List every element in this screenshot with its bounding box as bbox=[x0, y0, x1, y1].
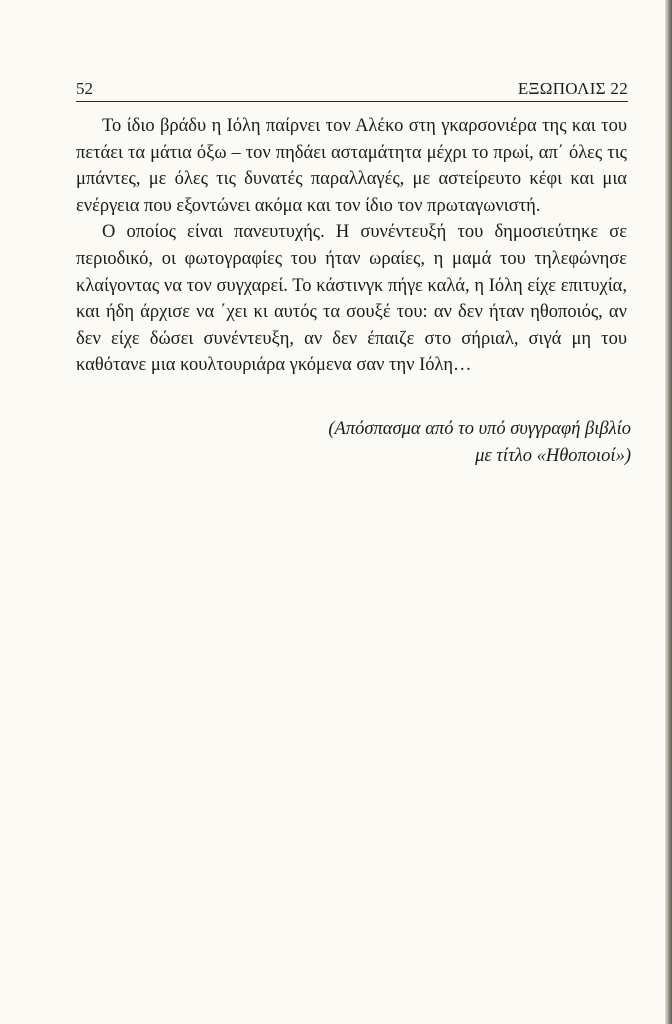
running-title: ΕΞΩΠΟΛΙΣ 22 bbox=[517, 79, 628, 98]
page-number: 52 bbox=[76, 79, 93, 98]
excerpt-note-line: με τίτλο «Ηθοποιοί») bbox=[475, 445, 631, 466]
paragraph: Ο οποίος είναι πανευτυχής. Η συνέντευξή του δημοσιεύτηκε σε περιοδικό, οι φωτογραφίες του ήταν ωραίες, η μαμά του τηλεφώνησε κλαίγοντας να τον συγχαρεί. Το κάστινγκ πήγε καλά, η Ιόλη είχε επιτυχία, και ήδη άρχισε να ΄χει κι αυτός τα σουξέ του: αν δεν ήταν ηθοποιός, αν δεν είχε δώσει συνέντευξη, αν δεν έπαιζε στο σήριαλ, σιγά μη του καθότανε μια κουλτουριάρα γκόμενα σαν την Ιόλη… bbox=[76, 222, 627, 376]
excerpt-note-line: (Απόσπασμα από το υπό συγγραφή βιβλίο bbox=[328, 419, 631, 439]
running-header bbox=[76, 78, 628, 100]
header-rule bbox=[76, 101, 628, 102]
excerpt-note bbox=[200, 416, 631, 469]
body-text bbox=[76, 113, 627, 379]
page-edge-shadow bbox=[665, 0, 672, 1024]
paragraph: Το ίδιο βράδυ η Ιόλη παίρνει τον Αλέκο στη γκαρσονιέρα της και του πετάει τα μάτια όξω – τον πηδάει ασταμάτητα μέχρι το πρωί, απ΄ όλες τις μπάντες, με όλες τις δυνατές παραλλαγές, με αστείρευτο κέφι και μια ενέργεια που εξοντώνει ακόμα και τον ίδιο τον πρωταγωνιστή. bbox=[76, 116, 627, 216]
